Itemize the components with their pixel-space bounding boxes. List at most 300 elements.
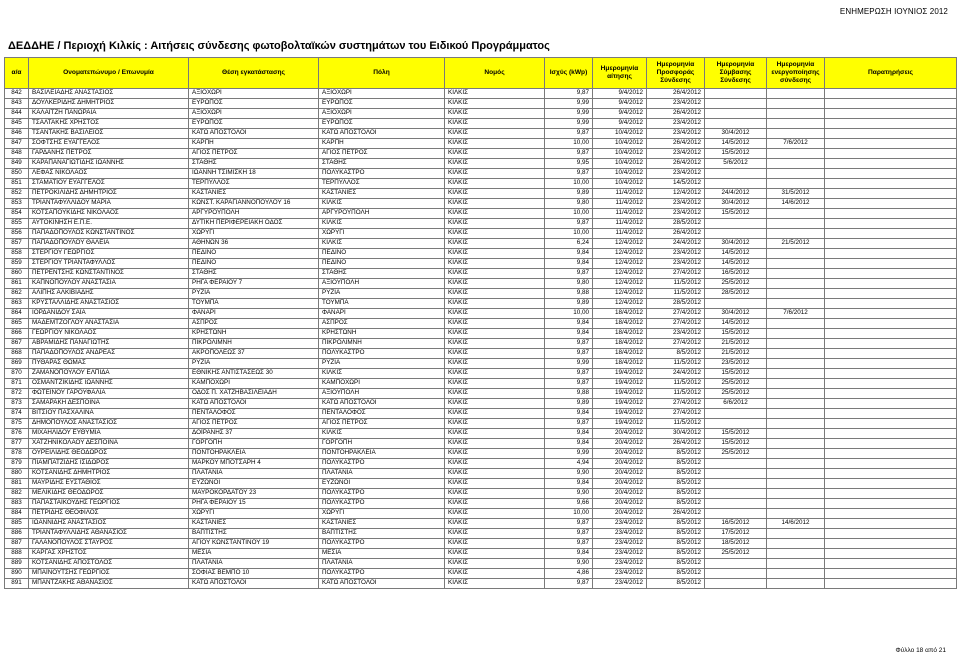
cell-name: ΣΑΜΑΡΑΚΗ ΔΕΣΠΟΙΝΑ (29, 399, 189, 409)
table-row (5, 109, 957, 119)
cell-site: ΡΥΖΙΑ (189, 359, 319, 369)
update-note: ΕΝΗΜΕΡΩΣΗ ΙΟΥΝΙΟΣ 2012 (839, 7, 948, 16)
cell-contract-date (705, 469, 767, 479)
cell-num: 865 (5, 319, 29, 329)
cell-activation-date: 14/6/2012 (767, 519, 825, 529)
cell-contract-date: 14/5/2012 (705, 259, 767, 269)
cell-num: 881 (5, 479, 29, 489)
cell-city: ΣΤΑΘΗΣ (319, 269, 445, 279)
cell-application-date: 23/4/2012 (593, 559, 647, 569)
cell-site: ΑΞΙΟΧΩΡΙ (189, 109, 319, 119)
cell-remarks (825, 379, 957, 389)
cell-contract-date (705, 569, 767, 579)
cell-activation-date (767, 209, 825, 219)
cell-site: ΔΟΪΡΑΝΗΣ 37 (189, 429, 319, 439)
cell-city: ΚΑΣΤΑΝΙΕΣ (319, 519, 445, 529)
cell-application-date: 23/4/2012 (593, 549, 647, 559)
cell-contract-date (705, 229, 767, 239)
cell-city: ΓΟΡΓΟΠΗ (319, 439, 445, 449)
cell-city: ΑΓΙΟΣ ΠΕΤΡΟΣ (319, 419, 445, 429)
cell-activation-date (767, 369, 825, 379)
table-row (5, 519, 957, 529)
cell-site: ΕΥΡΩΠΟΣ (189, 119, 319, 129)
cell-prefecture: ΚΙΛΚΙΣ (445, 519, 545, 529)
table-row (5, 439, 957, 449)
cell-city: ΠΛΑΤΑΝΙΑ (319, 469, 445, 479)
cell-activation-date: 7/6/2012 (767, 139, 825, 149)
cell-contract-date (705, 419, 767, 429)
cell-power: 9,87 (545, 369, 593, 379)
cell-prefecture: ΚΙΛΚΙΣ (445, 409, 545, 419)
cell-site: ΡΗΓΑ ΦΕΡΑΙΟΥ 15 (189, 499, 319, 509)
cell-activation-date (767, 329, 825, 339)
cell-remarks (825, 159, 957, 169)
cell-application-date: 9/4/2012 (593, 109, 647, 119)
cell-contract-date: 16/5/2012 (705, 269, 767, 279)
cell-power: 10,00 (545, 309, 593, 319)
cell-name: ΣΤΕΡΓΙΟΥ ΓΕΩΡΓΙΟΣ (29, 249, 189, 259)
cell-application-date: 20/4/2012 (593, 429, 647, 439)
cell-power: 9,88 (545, 389, 593, 399)
cell-num: 879 (5, 459, 29, 469)
cell-num: 873 (5, 399, 29, 409)
cell-prefecture: ΚΙΛΚΙΣ (445, 579, 545, 589)
cell-site: ΤΕΡΠΥΛΛΟΣ (189, 179, 319, 189)
cell-contract-date: 25/5/2012 (705, 379, 767, 389)
cell-offer-date: 26/4/2012 (647, 159, 705, 169)
cell-power: 9,87 (545, 149, 593, 159)
cell-num: 862 (5, 289, 29, 299)
cell-contract-date (705, 509, 767, 519)
table-row (5, 329, 957, 339)
cell-city: ΚΑΤΩ ΑΠΟΣΤΟΛΟΙ (319, 129, 445, 139)
cell-offer-date: 11/5/2012 (647, 289, 705, 299)
cell-offer-date: 8/5/2012 (647, 559, 705, 569)
cell-offer-date: 23/4/2012 (647, 329, 705, 339)
cell-name: ΣΤΕΡΓΙΟΥ ΤΡΙΑΝΤΑΦΥΛΛΟΣ (29, 259, 189, 269)
cell-num: 883 (5, 499, 29, 509)
cell-prefecture: ΚΙΛΚΙΣ (445, 549, 545, 559)
cell-contract-date (705, 409, 767, 419)
cell-num: 849 (5, 159, 29, 169)
cell-city: ΠΕΔΙΝΟ (319, 249, 445, 259)
cell-remarks (825, 329, 957, 339)
cell-power: 9,84 (545, 409, 593, 419)
cell-name: ΤΡΙΑΝΤΑΦΥΛΛΙΔΟΥ ΜΑΡΙΑ (29, 199, 189, 209)
cell-remarks (825, 289, 957, 299)
cell-application-date: 10/4/2012 (593, 159, 647, 169)
cell-name: ΖΑΜΑΝΟΠΟΥΛΟΥ ΕΛΠΙΔΑ (29, 369, 189, 379)
cell-name: ΧΑΤΖΗΝΙΚΟΛΑΟΥ ΔΕΣΠΟΙΝΑ (29, 439, 189, 449)
cell-offer-date: 26/4/2012 (647, 229, 705, 239)
cell-prefecture: ΚΙΛΚΙΣ (445, 99, 545, 109)
cell-prefecture: ΚΙΛΚΙΣ (445, 239, 545, 249)
cell-prefecture: ΚΙΛΚΙΣ (445, 369, 545, 379)
cell-city: ΠΟΛΥΚΑΣΤΡΟ (319, 499, 445, 509)
cell-num: 866 (5, 329, 29, 339)
cell-remarks (825, 209, 957, 219)
cell-num: 867 (5, 339, 29, 349)
cell-site: ΙΩΑΝΝΗ ΤΣΙΜΙΣΚΗ 18 (189, 169, 319, 179)
cell-activation-date (767, 349, 825, 359)
cell-application-date: 11/4/2012 (593, 229, 647, 239)
cell-application-date: 23/4/2012 (593, 539, 647, 549)
cell-application-date: 20/4/2012 (593, 499, 647, 509)
cell-activation-date (767, 539, 825, 549)
cell-prefecture: ΚΙΛΚΙΣ (445, 529, 545, 539)
cell-remarks (825, 169, 957, 179)
cell-contract-date: 14/5/2012 (705, 249, 767, 259)
cell-num: 857 (5, 239, 29, 249)
cell-contract-date: 25/5/2012 (705, 449, 767, 459)
cell-activation-date: 31/5/2012 (767, 189, 825, 199)
cell-contract-date: 14/5/2012 (705, 319, 767, 329)
cell-offer-date: 23/4/2012 (647, 169, 705, 179)
cell-remarks (825, 369, 957, 379)
cell-site: ΠΕΔΙΝΟ (189, 249, 319, 259)
cell-prefecture: ΚΙΛΚΙΣ (445, 569, 545, 579)
cell-city: ΡΥΖΙΑ (319, 289, 445, 299)
cell-remarks (825, 309, 957, 319)
cell-remarks (825, 199, 957, 209)
cell-offer-date: 8/5/2012 (647, 569, 705, 579)
cell-name: ΠΑΠΑΣΤΑΪΚΟΥΔΗΣ ΓΕΩΡΓΙΟΣ (29, 499, 189, 509)
cell-city: ΡΥΖΙΑ (319, 359, 445, 369)
cell-city: ΕΥΖΩΝΟΙ (319, 479, 445, 489)
cell-remarks (825, 559, 957, 569)
cell-application-date: 20/4/2012 (593, 489, 647, 499)
cell-offer-date: 27/4/2012 (647, 409, 705, 419)
cell-city: ΕΥΡΩΠΟΣ (319, 99, 445, 109)
cell-remarks (825, 189, 957, 199)
cell-activation-date (767, 359, 825, 369)
table-row (5, 89, 957, 99)
cell-prefecture: ΚΙΛΚΙΣ (445, 319, 545, 329)
cell-name: ΓΑΡΔΑΝΗΣ ΠΕΤΡΟΣ (29, 149, 189, 159)
cell-num: 846 (5, 129, 29, 139)
cell-application-date: 19/4/2012 (593, 419, 647, 429)
cell-contract-date: 25/5/2012 (705, 279, 767, 289)
cell-remarks (825, 529, 957, 539)
cell-site: ΔΥΤΙΚΗ ΠΕΡΙΦΕΡΕΙΑΚΗ ΟΔΟΣ (189, 219, 319, 229)
cell-offer-date: 23/4/2012 (647, 199, 705, 209)
cell-prefecture: ΚΙΛΚΙΣ (445, 389, 545, 399)
cell-power: 10,00 (545, 509, 593, 519)
cell-remarks (825, 219, 957, 229)
table-header-row (5, 58, 957, 89)
table-row (5, 319, 957, 329)
cell-offer-date: 23/4/2012 (647, 119, 705, 129)
cell-offer-date: 11/5/2012 (647, 279, 705, 289)
cell-num: 845 (5, 119, 29, 129)
cell-num: 886 (5, 529, 29, 539)
table-row (5, 339, 957, 349)
cell-application-date: 20/4/2012 (593, 509, 647, 519)
cell-prefecture: ΚΙΛΚΙΣ (445, 89, 545, 99)
cell-activation-date (767, 159, 825, 169)
cell-activation-date (767, 489, 825, 499)
cell-application-date: 10/4/2012 (593, 149, 647, 159)
table-row (5, 569, 957, 579)
cell-name: ΠΑΠΑΔΟΠΟΥΛΟΣ ΚΩΝΣΤΑΝΤΙΝΟΣ (29, 229, 189, 239)
cell-prefecture: ΚΙΛΚΙΣ (445, 299, 545, 309)
cell-city: ΠΕΔΙΝΟ (319, 259, 445, 269)
cell-prefecture: ΚΙΛΚΙΣ (445, 349, 545, 359)
cell-offer-date: 26/4/2012 (647, 509, 705, 519)
cell-prefecture: ΚΙΛΚΙΣ (445, 399, 545, 409)
table-row (5, 159, 957, 169)
cell-city: ΤΟΥΜΠΑ (319, 299, 445, 309)
cell-site: ΜΑΥΡΟΚΟΡΔΑΤΟΥ 23 (189, 489, 319, 499)
table-row (5, 559, 957, 569)
cell-activation-date: 14/6/2012 (767, 199, 825, 209)
cell-power: 10,00 (545, 209, 593, 219)
cell-remarks (825, 509, 957, 519)
cell-remarks (825, 359, 957, 369)
cell-application-date: 18/4/2012 (593, 329, 647, 339)
cell-activation-date (767, 149, 825, 159)
cell-site: ΡΗΓΑ ΦΕΡΑΙΟΥ 7 (189, 279, 319, 289)
cell-city: ΚΙΛΚΙΣ (319, 239, 445, 249)
cell-city: ΠΟΛΥΚΑΣΤΡΟ (319, 489, 445, 499)
cell-city: ΚΑΣΤΑΝΙΕΣ (319, 189, 445, 199)
cell-num: 864 (5, 309, 29, 319)
cell-num: 871 (5, 379, 29, 389)
cell-num: 858 (5, 249, 29, 259)
cell-prefecture: ΚΙΛΚΙΣ (445, 459, 545, 469)
cell-name: ΤΣΑΝΤΑΚΗΣ ΒΑΣΙΛΕΙΟΣ (29, 129, 189, 139)
cell-offer-date: 23/4/2012 (647, 259, 705, 269)
cell-application-date: 9/4/2012 (593, 119, 647, 129)
cell-power: 9,84 (545, 249, 593, 259)
page-title: ΔΕΔΔΗΕ / Περιοχή Κιλκίς : Αιτήσεις σύνδεσης φωτοβολταϊκών συστημάτων του Ειδικού Προγράμματος (8, 40, 550, 52)
cell-contract-date (705, 489, 767, 499)
cell-remarks (825, 239, 957, 249)
cell-num: 880 (5, 469, 29, 479)
cell-num: 855 (5, 219, 29, 229)
cell-name: ΜΑΔΕΜΤΖΟΓΛΟΥ ΑΝΑΣΤΑΣΙΑ (29, 319, 189, 329)
table-row (5, 309, 957, 319)
table-row (5, 299, 957, 309)
cell-remarks (825, 479, 957, 489)
cell-remarks (825, 89, 957, 99)
cell-city: ΠΙΚΡΟΛΙΜΝΗ (319, 339, 445, 349)
cell-site: ΣΤΑΘΗΣ (189, 269, 319, 279)
cell-offer-date: 26/4/2012 (647, 439, 705, 449)
table-row (5, 139, 957, 149)
cell-activation-date (767, 129, 825, 139)
cell-city: ΑΞΙΟΧΩΡΙ (319, 89, 445, 99)
table-row (5, 509, 957, 519)
cell-name: ΒΙΤΣΙΟΥ ΠΑΣΧΑΛΙΝΑ (29, 409, 189, 419)
cell-num: 859 (5, 259, 29, 269)
cell-power: 9,84 (545, 329, 593, 339)
cell-power: 9,66 (545, 499, 593, 509)
cell-site: ΑΘΗΝΩΝ 36 (189, 239, 319, 249)
col-header-remarks: Παρατηρήσεις (825, 58, 957, 89)
cell-prefecture: ΚΙΛΚΙΣ (445, 309, 545, 319)
table-row (5, 149, 957, 159)
cell-power: 9,89 (545, 189, 593, 199)
cell-activation-date (767, 89, 825, 99)
cell-prefecture: ΚΙΛΚΙΣ (445, 479, 545, 489)
cell-remarks (825, 579, 957, 589)
table-row (5, 349, 957, 359)
cell-city: ΠΟΛΥΚΑΣΤΡΟ (319, 569, 445, 579)
cell-city: ΠΕΝΤΑΛΟΦΟΣ (319, 409, 445, 419)
cell-num: 876 (5, 429, 29, 439)
cell-site: ΑΚΡΟΠΟΛΕΩΣ 37 (189, 349, 319, 359)
cell-site: ΟΔΟΣ Π. ΧΑΤΖΗΒΑΣΙΛΕΙΑΔΗ (189, 389, 319, 399)
cell-contract-date (705, 109, 767, 119)
cell-city: ΤΕΡΠΥΛΛΟΣ (319, 179, 445, 189)
cell-name: ΙΩΑΝΝΙΔΗΣ ΑΝΑΣΤΑΣΙΟΣ (29, 519, 189, 529)
cell-remarks (825, 259, 957, 269)
cell-name: ΚΟΤΣΑΝΙΔΗΣ ΑΠΟΣΤΟΛΟΣ (29, 559, 189, 569)
col-header-activation-date: Ημερομηνία ενεργοποίησης σύνδεσης (767, 58, 825, 89)
cell-site: ΧΩΡΥΓΙ (189, 509, 319, 519)
cell-name: ΚΡΥΣΤΑΛΛΙΔΗΣ ΑΝΑΣΤΑΣΙΟΣ (29, 299, 189, 309)
cell-name: ΔΟΥΛΚΕΡΙΔΗΣ ΔΗΜΗΤΡΙΟΣ (29, 99, 189, 109)
cell-offer-date: 27/4/2012 (647, 399, 705, 409)
cell-power: 9,95 (545, 159, 593, 169)
cell-offer-date: 8/5/2012 (647, 449, 705, 459)
cell-num: 889 (5, 559, 29, 569)
cell-contract-date (705, 219, 767, 229)
cell-offer-date: 11/5/2012 (647, 359, 705, 369)
cell-num: 882 (5, 489, 29, 499)
cell-application-date: 18/4/2012 (593, 349, 647, 359)
cell-power: 9,84 (545, 429, 593, 439)
cell-site: ΑΣΠΡΟΣ (189, 319, 319, 329)
cell-prefecture: ΚΙΛΚΙΣ (445, 379, 545, 389)
cell-activation-date (767, 119, 825, 129)
cell-power: 9,84 (545, 479, 593, 489)
cell-remarks (825, 399, 957, 409)
cell-activation-date (767, 439, 825, 449)
cell-prefecture: ΚΙΛΚΙΣ (445, 189, 545, 199)
cell-contract-date: 25/5/2012 (705, 549, 767, 559)
cell-remarks (825, 139, 957, 149)
table-row (5, 249, 957, 259)
cell-prefecture: ΚΙΛΚΙΣ (445, 109, 545, 119)
cell-contract-date (705, 99, 767, 109)
cell-power: 9,84 (545, 549, 593, 559)
cell-prefecture: ΚΙΛΚΙΣ (445, 359, 545, 369)
cell-site: ΜΕΣΙΑ (189, 549, 319, 559)
cell-remarks (825, 419, 957, 429)
cell-site: ΚΑΤΩ ΑΠΟΣΤΟΛΟΙ (189, 129, 319, 139)
cell-activation-date (767, 529, 825, 539)
cell-remarks (825, 319, 957, 329)
cell-remarks (825, 499, 957, 509)
cell-activation-date (767, 299, 825, 309)
cell-offer-date: 14/5/2012 (647, 179, 705, 189)
cell-name: ΚΟΤΣΑΠΟΥΚΙΔΗΣ ΝΙΚΟΛΑΟΣ (29, 209, 189, 219)
cell-site: ΕΥΡΩΠΟΣ (189, 99, 319, 109)
cell-site: ΦΑΝΑΡΙ (189, 309, 319, 319)
cell-remarks (825, 99, 957, 109)
cell-remarks (825, 389, 957, 399)
cell-application-date: 18/4/2012 (593, 339, 647, 349)
cell-power: 9,80 (545, 279, 593, 289)
cell-contract-date: 6/6/2012 (705, 399, 767, 409)
cell-activation-date (767, 249, 825, 259)
cell-power: 9,87 (545, 379, 593, 389)
cell-power: 9,87 (545, 339, 593, 349)
cell-city: ΠΟΛΥΚΑΣΤΡΟ (319, 349, 445, 359)
cell-prefecture: ΚΙΛΚΙΣ (445, 469, 545, 479)
cell-name: ΠΕΤΡΟΚΙΛΙΔΗΣ ΔΗΜΗΤΡΙΟΣ (29, 189, 189, 199)
cell-offer-date: 8/5/2012 (647, 349, 705, 359)
table-row (5, 199, 957, 209)
cell-application-date: 11/4/2012 (593, 199, 647, 209)
cell-offer-date: 23/4/2012 (647, 129, 705, 139)
cell-remarks (825, 449, 957, 459)
cell-city: ΚΙΛΚΙΣ (319, 369, 445, 379)
cell-contract-date: 30/4/2012 (705, 199, 767, 209)
cell-offer-date: 11/5/2012 (647, 389, 705, 399)
cell-offer-date: 8/5/2012 (647, 539, 705, 549)
col-header-contract-date: Ημερομηνία Σύμβασης Σύνδεσης (705, 58, 767, 89)
cell-contract-date: 30/4/2012 (705, 309, 767, 319)
cell-prefecture: ΚΙΛΚΙΣ (445, 289, 545, 299)
table-row (5, 209, 957, 219)
cell-offer-date: 30/4/2012 (647, 429, 705, 439)
table-row (5, 219, 957, 229)
cell-offer-date: 11/5/2012 (647, 379, 705, 389)
cell-offer-date: 12/4/2012 (647, 189, 705, 199)
cell-site: ΚΑΤΩ ΑΠΟΣΤΟΛΟΙ (189, 579, 319, 589)
cell-prefecture: ΚΙΛΚΙΣ (445, 439, 545, 449)
cell-city: ΠΟΝΤΟΗΡΑΚΛΕΙΑ (319, 449, 445, 459)
cell-name: ΠΕΤΡΕΝΤΣΗΣ ΚΩΝΣΤΑΝΤΙΝΟΣ (29, 269, 189, 279)
cell-city: ΚΑΤΩ ΑΠΟΣΤΟΛΟΙ (319, 579, 445, 589)
cell-application-date: 9/4/2012 (593, 99, 647, 109)
cell-contract-date: 15/5/2012 (705, 439, 767, 449)
table-row (5, 379, 957, 389)
cell-remarks (825, 279, 957, 289)
cell-application-date: 9/4/2012 (593, 89, 647, 99)
cell-power: 9,87 (545, 419, 593, 429)
cell-power: 10,00 (545, 229, 593, 239)
cell-activation-date (767, 469, 825, 479)
cell-num: 878 (5, 449, 29, 459)
cell-activation-date (767, 289, 825, 299)
cell-num: 870 (5, 369, 29, 379)
cell-name: ΔΗΜΟΠΟΥΛΟΣ ΑΝΑΣΤΑΣΙΟΣ (29, 419, 189, 429)
cell-remarks (825, 249, 957, 259)
cell-remarks (825, 569, 957, 579)
cell-remarks (825, 409, 957, 419)
cell-offer-date: 27/4/2012 (647, 319, 705, 329)
cell-contract-date (705, 169, 767, 179)
table-row (5, 359, 957, 369)
cell-num: 844 (5, 109, 29, 119)
cell-power: 10,00 (545, 179, 593, 189)
cell-power: 9,99 (545, 449, 593, 459)
cell-site: ΠΕΔΙΝΟ (189, 259, 319, 269)
cell-activation-date (767, 99, 825, 109)
cell-contract-date: 21/5/2012 (705, 349, 767, 359)
cell-city: ΠΟΛΥΚΑΣΤΡΟ (319, 459, 445, 469)
cell-name: ΟΥΡΕΙΛΙΔΗΣ ΘΕΟΔΩΡΟΣ (29, 449, 189, 459)
cell-contract-date (705, 559, 767, 569)
cell-application-date: 10/4/2012 (593, 179, 647, 189)
cell-activation-date (767, 229, 825, 239)
table-row (5, 549, 957, 559)
cell-city: ΑΞΙΟΧΩΡΙ (319, 109, 445, 119)
